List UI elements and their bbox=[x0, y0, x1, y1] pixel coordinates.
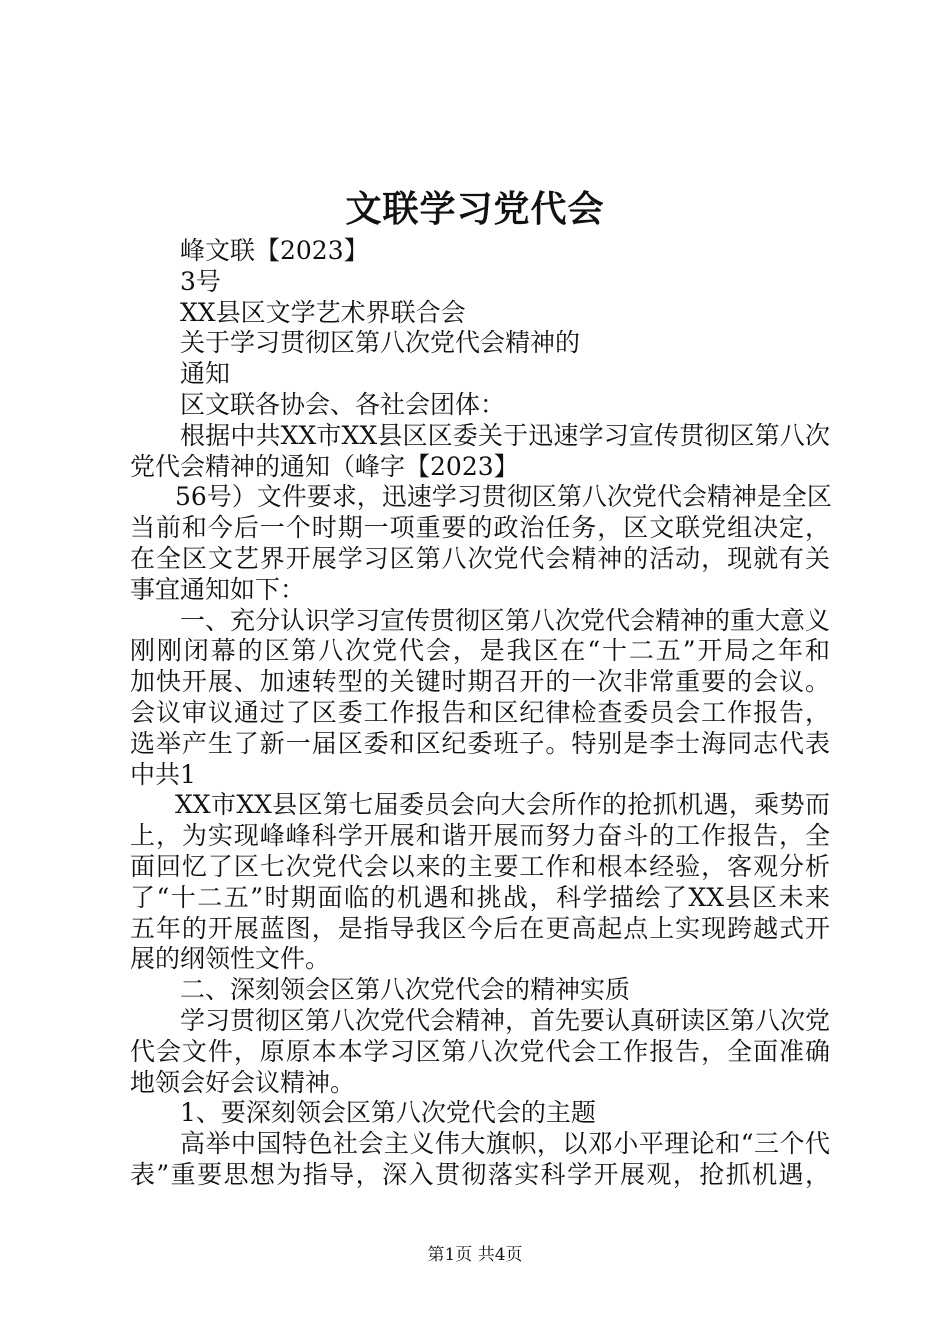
paragraph-line: 面回忆了区七次党代会以来的主要工作和根本经验，客观分析 bbox=[130, 851, 830, 881]
paragraph-line: 党代会精神的通知（峰字【2023】 bbox=[130, 451, 519, 481]
issuer-line: XX县区文学艺术界联合会 bbox=[180, 297, 466, 327]
paragraph-line: 学习贯彻区第八次党代会精神，首先要认真研读区第八次党 bbox=[180, 1005, 831, 1035]
subsection-heading: 1、要深刻领会区第八次党代会的主题 bbox=[180, 1098, 596, 1128]
paragraph-line: 了“十二五”时期面临的机遇和挑战，科学描绘了XX县区未来 bbox=[130, 882, 830, 912]
paragraph-line: 中共1 bbox=[130, 759, 196, 789]
document-title: 文联学习党代会 bbox=[345, 188, 605, 230]
paragraph-line: 表”重要思想为指导，深入贯彻落实科学开展观，抢抓机遇， bbox=[130, 1159, 830, 1189]
paragraph-line: 当前和今后一个时期一项重要的政治任务，区文联党组决定， bbox=[130, 513, 830, 543]
section-heading: 二、深刻领会区第八次党代会的精神实质 bbox=[180, 975, 631, 1005]
paragraph-line: 事宜通知如下： bbox=[130, 574, 306, 604]
paragraph-line: 刚刚闭幕的区第八次党代会，是我区在“十二五”开局之年和 bbox=[130, 636, 830, 666]
paragraph-line: 五年的开展蓝图，是指导我区今后在更高起点上实现跨越式开 bbox=[130, 913, 830, 943]
section-heading: 一、充分认识学习宣传贯彻区第八次党代会精神的重大意义 bbox=[180, 605, 831, 635]
paragraph-line: 代会文件，原原本本学习区第八次党代会工作报告，全面准确 bbox=[130, 1036, 830, 1066]
recipient-line: 区文联各协会、各社会团体： bbox=[180, 389, 506, 419]
paragraph-line: 展的纲领性文件。 bbox=[130, 944, 331, 974]
doc-number-line: 峰文联【2023】 bbox=[180, 236, 369, 265]
subject-line: 关于学习贯彻区第八次党代会精神的 bbox=[180, 328, 581, 358]
doc-number-suffix: 3号 bbox=[180, 266, 221, 296]
paragraph-line: XX市XX县区第七届委员会向大会所作的抢抓机遇，乘势而 bbox=[175, 790, 830, 820]
paragraph-line: 56号）文件要求，迅速学习贯彻区第八次党代会精神是全区 bbox=[175, 482, 832, 512]
paragraph-line: 地领会好会议精神。 bbox=[130, 1067, 356, 1097]
paragraph-line: 根据中共XX市XX县区区委关于迅速学习宣传贯彻区第八次 bbox=[180, 420, 830, 450]
paragraph-line: 会议审议通过了区委工作报告和区纪律检查委员会工作报告， bbox=[130, 697, 830, 727]
subject-line-end: 通知 bbox=[180, 359, 231, 389]
paragraph-line: 加快开展、加速转型的关键时期召开的一次非常重要的会议。 bbox=[130, 667, 830, 697]
paragraph-line: 高举中国特色社会主义伟大旗帜，以邓小平理论和“三个代 bbox=[180, 1129, 830, 1159]
page-footer: 第1页 共4页 bbox=[427, 1245, 523, 1265]
paragraph-line: 选举产生了新一届区委和区纪委班子。特别是李士海同志代表 bbox=[130, 728, 830, 758]
document-body bbox=[130, 236, 830, 1191]
paragraph-line: 上，为实现峰峰科学开展和谐开展而努力奋斗的工作报告，全 bbox=[130, 821, 830, 851]
paragraph-line: 在全区文艺界开展学习区第八次党代会精神的活动，现就有关 bbox=[130, 543, 830, 573]
